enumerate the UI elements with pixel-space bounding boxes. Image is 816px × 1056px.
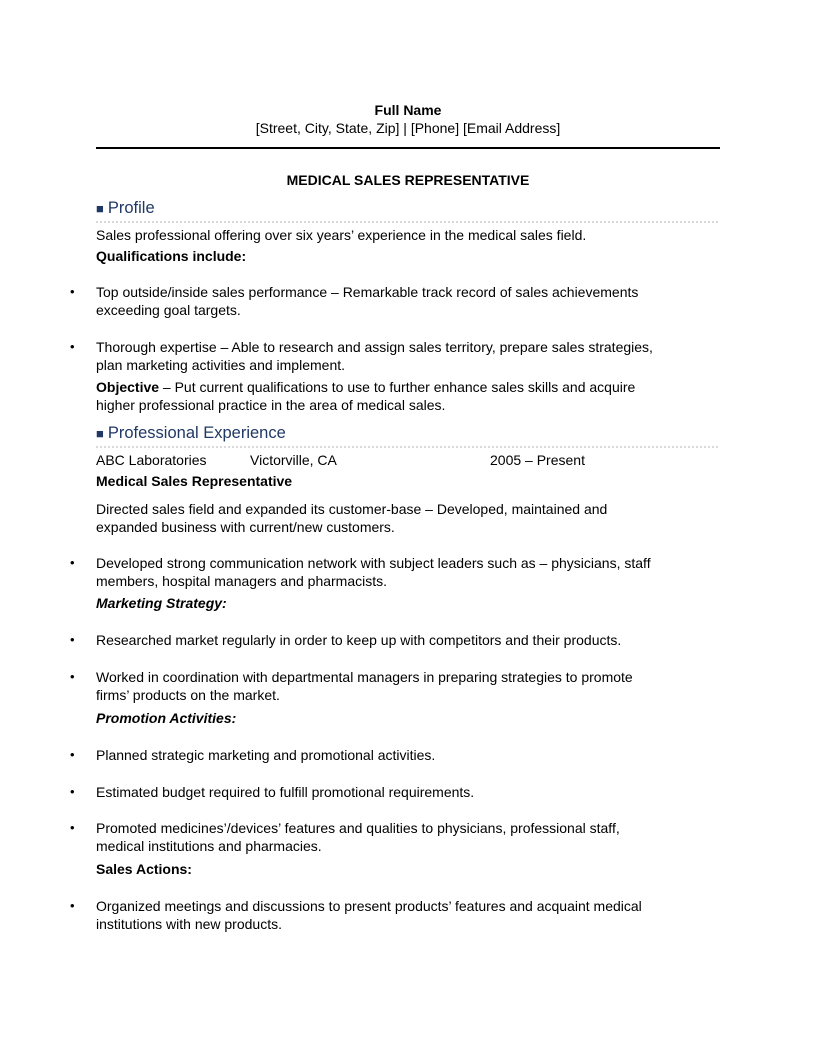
- full-name: Full Name: [374, 102, 442, 118]
- bullet-icon: •: [70, 820, 75, 835]
- profile-summary: Sales professional offering over six years’ experience in the medical sales field.: [96, 227, 587, 243]
- role-title: Medical Sales Representative: [96, 473, 293, 489]
- list-item: [96, 897, 706, 933]
- list-item-line: institutions with new products.: [96, 916, 282, 932]
- list-item-line: Organized meetings and discussions to present products’ features and acquaint medical: [96, 898, 642, 914]
- objective: [96, 378, 706, 414]
- section-heading-label: Professional Experience: [107, 424, 286, 442]
- list-item-line: Developed strong communication network with subject leaders such as – physicians, staff: [96, 555, 651, 571]
- job-title: MEDICAL SALES REPRESENTATIVE: [286, 172, 530, 188]
- list-item: [96, 668, 706, 704]
- square-bullet-icon: ■: [96, 426, 104, 441]
- company-location: Victorville, CA: [250, 452, 337, 468]
- objective-label: Objective: [96, 379, 160, 395]
- list-item-line: plan marketing activities and implement.: [96, 357, 346, 373]
- company-name: ABC Laboratories: [96, 452, 207, 468]
- list-item: [96, 338, 706, 374]
- employment-dates: 2005 – Present: [490, 452, 585, 468]
- list-item-line: firms’ products on the market.: [96, 687, 280, 703]
- contact-line: [Street, City, State, Zip] | [Phone] [Email Address]: [255, 120, 561, 136]
- square-bullet-icon: ■: [96, 201, 104, 216]
- bullet-icon: •: [70, 669, 75, 684]
- subsection-label-marketing: Marketing Strategy:: [96, 595, 227, 611]
- list-item-line: medical institutions and pharmacies.: [96, 838, 322, 854]
- qualifications-label: Qualifications include:: [96, 248, 247, 264]
- list-item-line: members, hospital managers and pharmacists.: [96, 573, 388, 589]
- list-item: [96, 283, 706, 319]
- subsection-label-promotion: Promotion Activities:: [96, 710, 237, 726]
- bullet-icon: •: [70, 284, 75, 299]
- role-intro: [96, 500, 706, 536]
- section-heading-profile: [96, 198, 718, 223]
- header-rule: [96, 147, 720, 149]
- list-item-line: Thorough expertise – Able to research and assign sales territory, prepare sales strategies,: [96, 339, 653, 355]
- role-intro-line: Directed sales field and expanded its customer-base – Developed, maintained and: [96, 501, 608, 517]
- list-item-line: Promoted medicines’/devices’ features and qualities to physicians, professional staff,: [96, 820, 620, 836]
- list-item: Estimated budget required to fulfill promotional requirements.: [96, 784, 475, 800]
- list-item-line: Top outside/inside sales performance – Remarkable track record of sales achievements: [96, 284, 639, 300]
- role-intro-line: expanded business with current/new customers.: [96, 519, 395, 535]
- objective-text: – Put current qualifications to use to further enhance sales skills and acquire: [159, 379, 636, 395]
- section-heading-experience: [96, 423, 718, 448]
- list-item-line: Worked in coordination with departmental managers in preparing strategies to promote: [96, 669, 633, 685]
- subsection-label-sales: Sales Actions:: [96, 861, 192, 877]
- bullet-icon: •: [70, 747, 75, 762]
- bullet-icon: •: [70, 555, 75, 570]
- bullet-icon: •: [70, 632, 75, 647]
- section-heading-label: Profile: [107, 199, 155, 217]
- objective-text-line2: higher professional practice in the area of medical sales.: [96, 397, 446, 413]
- list-item-line: exceeding goal targets.: [96, 302, 241, 318]
- list-item: [96, 554, 706, 590]
- list-item: Planned strategic marketing and promotional activities.: [96, 747, 436, 763]
- bullet-icon: •: [70, 898, 75, 913]
- bullet-icon: •: [70, 339, 75, 354]
- list-item: Researched market regularly in order to keep up with competitors and their products.: [96, 632, 622, 648]
- list-item: [96, 819, 706, 855]
- bullet-icon: •: [70, 784, 75, 799]
